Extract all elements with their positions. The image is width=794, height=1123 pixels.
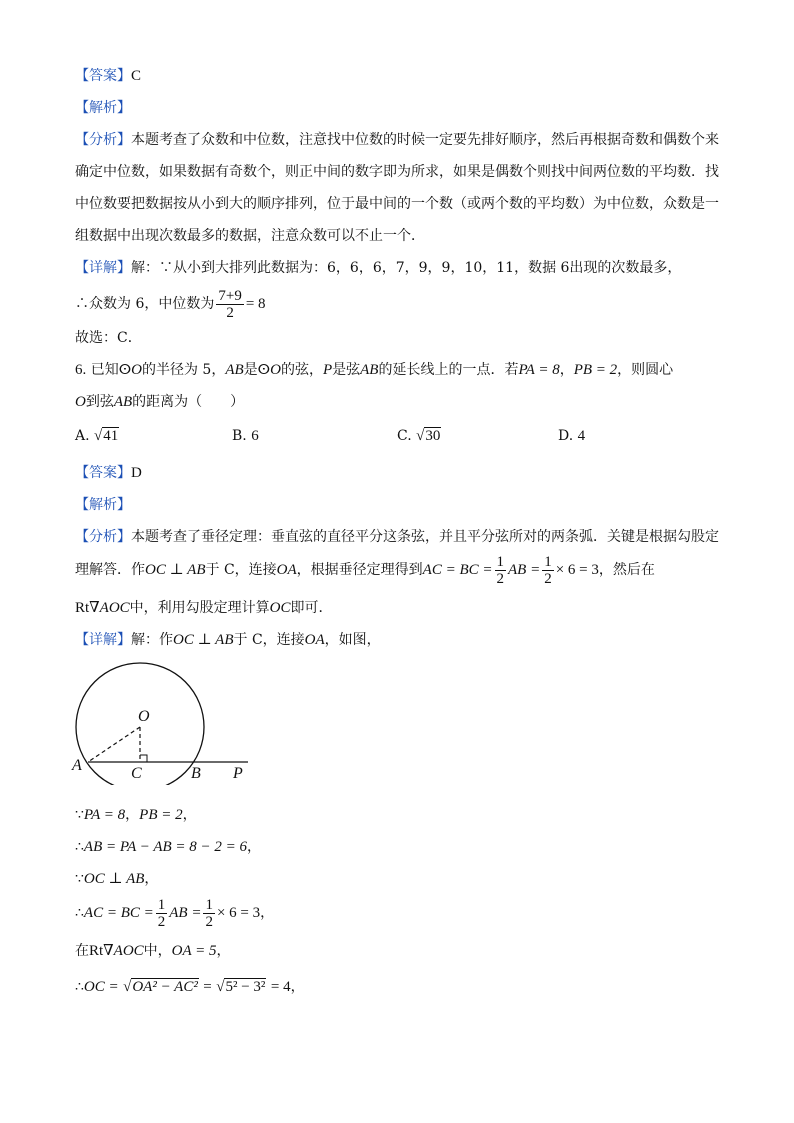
label-b: B — [191, 765, 201, 782]
step-6-oc: OC = — [83, 979, 119, 995]
question-6-line-2 — [75, 392, 244, 412]
xiangjie-text: 解：∵从小到大排列此数据为：6，6，6，7，9，9，10，11，数据 6出现的次数最多， — [131, 260, 682, 276]
step-4-half-den-1: 2 — [157, 913, 166, 930]
step-4-ac-bc: AC = BC = — [83, 905, 154, 921]
step-6-radicand-1: OA² − AC² — [132, 979, 198, 995]
q6-pa-eq: PA = 8 — [518, 362, 560, 378]
fenxi-2-aoc: AOC — [99, 600, 130, 616]
option-b-value: 6 — [251, 428, 259, 444]
fenxi-2-half-1 — [495, 554, 507, 587]
right-angle-mark — [140, 755, 147, 762]
q6-text-f: 的延长线上的一点．若 — [378, 362, 519, 378]
choose-c-line: 故选：C． — [75, 330, 142, 346]
option-d-value: 4 — [577, 428, 586, 444]
step-6-end: ， — [290, 979, 305, 995]
step-4-half-1 — [156, 897, 168, 930]
segment-oa-dashed — [88, 727, 140, 762]
fenxi-2-text-c: ，根据垂径定理得到 — [296, 562, 423, 578]
fenxi-2-text-f: 即可． — [290, 600, 333, 616]
step-5-oa: OA = 5 — [171, 943, 217, 959]
step-2-end: ， — [247, 839, 262, 855]
step-6-sqrt-2: √5² − 3² — [216, 979, 266, 995]
step-6-equals: = — [203, 979, 212, 995]
fenxi-tag-2: 【分析】 — [75, 529, 131, 545]
option-b — [232, 426, 259, 446]
fenxi-2-line-3 — [75, 598, 333, 618]
fenxi-2-rt: Rt∇ — [75, 600, 100, 616]
half-num-1: 1 — [496, 553, 505, 570]
step-4-half-2 — [203, 897, 215, 930]
step-6-radicand-2: 5² − 3² — [225, 979, 266, 995]
step-4-half-den-2: 2 — [205, 913, 213, 930]
xiangjie-1-line-2 — [75, 286, 266, 322]
fenxi-2-oa: OA — [276, 562, 297, 578]
xiangjie-2-oa: OA — [304, 632, 325, 648]
step-1-end: ， — [182, 807, 197, 823]
q6-var-p: P — [322, 362, 333, 378]
option-c-label: C. — [397, 428, 412, 444]
option-a-sqrt: √41 — [94, 428, 119, 444]
step-1-pa: PA = 8 — [83, 807, 126, 823]
label-a: A — [72, 757, 82, 774]
q6-text-e: 是弦 — [332, 362, 361, 378]
fenxi-2-line-2 — [75, 552, 655, 588]
median-label: ∴众数为 6，中位数为 — [75, 296, 215, 312]
step-5-end: ， — [216, 943, 231, 959]
answer-line-1 — [75, 66, 141, 86]
q6-var-ab-3: AB — [113, 394, 133, 410]
option-c-sqrt: √30 — [416, 428, 441, 444]
fenxi-1-line-2: 确定中位数，如果数据有奇数个，则正中间的数字即为所求，如果是偶数个则找中间两位数的平均数．找 — [75, 164, 719, 180]
question-6-line-1: 6. 已知ⵙO的半径为 5，AB是ⵙO的弦，P是弦AB的延长线上的一点．若PA = 8，PB = 2，则圆心 — [75, 362, 674, 378]
therefore-symbol-1: ∴ — [75, 839, 84, 855]
xiangjie-1-line-1 — [75, 258, 681, 278]
step-1-pb: PB = 2 — [139, 807, 183, 823]
step-4-result: × 6 = 3 — [216, 905, 261, 921]
therefore-symbol-2: ∴ — [75, 905, 84, 921]
q6-var-o-3: O — [75, 394, 86, 410]
step-4-half-num-2: 1 — [205, 896, 213, 913]
fenxi-2-text-d: ，然后在 — [598, 562, 655, 578]
step-5-in: 在 — [75, 943, 89, 959]
step-5-middle: 中， — [143, 943, 172, 959]
option-d — [558, 426, 585, 446]
step-3 — [75, 869, 158, 889]
option-c — [397, 426, 441, 446]
xiangjie-2-text-a: 解：作 — [131, 632, 173, 648]
analysis-line-1 — [75, 98, 131, 118]
fenxi-2-oc-perp-ab: OC ⊥ AB — [145, 562, 206, 578]
q6-var-o: O — [131, 362, 142, 378]
fenxi-2-text-1: 本题考查了垂径定理：垂直弦的直径平分这条弦，并且平分弦所对的两条弧．关键是根据勾股定 — [131, 529, 719, 545]
step-2 — [75, 837, 261, 857]
analysis-tag: 【解析】 — [75, 100, 131, 116]
circle-geometry-figure — [68, 660, 258, 785]
q6-text-a: 已知ⵙ — [90, 362, 132, 378]
label-o: O — [138, 708, 150, 725]
fenxi-2-line-1 — [75, 527, 719, 547]
option-a-value: 41 — [103, 428, 119, 444]
q6-text-d: 的弦， — [280, 362, 323, 378]
q6-pb-eq: PB = 2 — [573, 362, 618, 378]
answer-line-2 — [75, 463, 142, 483]
median-result: = 8 — [245, 296, 266, 312]
fenxi-1-line-4: 组数据中出现次数最多的数据，注意众数可以不止一个． — [75, 228, 425, 244]
therefore-symbol-3: ∴ — [75, 979, 84, 995]
because-symbol-1: ∵ — [75, 807, 84, 823]
step-4-ab: AB = — [169, 905, 202, 921]
label-c: C — [131, 765, 142, 782]
step-4 — [75, 895, 274, 931]
xiangjie-tag-2: 【详解】 — [75, 632, 131, 648]
step-5 — [75, 941, 231, 961]
option-b-label: B. — [232, 428, 247, 444]
fenxi-2-text-b: 于 C，连接 — [205, 562, 277, 578]
answer-tag-2: 【答案】 — [75, 465, 131, 481]
fenxi-text: 本题考查了众数和中位数，注意找中位数的时候一定要先排好顺序，然后再根据奇数和偶数个来 — [131, 132, 719, 148]
fraction-denominator: 2 — [226, 304, 234, 321]
q6-var-ab: AB — [225, 362, 244, 378]
median-fraction — [216, 288, 243, 321]
xiangjie-2-text-b: 于 C，连接 — [233, 632, 305, 648]
fenxi-2-eq-left: AC = BC = — [422, 562, 493, 578]
answer-tag: 【答案】 — [75, 68, 131, 84]
half-num-2: 1 — [544, 553, 552, 570]
fenxi-1-line-3: 中位数要把数据按从小到大的顺序排列，位于最中间的一个数（或两个数的平均数）为中位数，众数是一 — [75, 196, 719, 212]
analysis-line-2 — [75, 495, 131, 515]
option-d-label: D. — [558, 428, 574, 444]
fenxi-2-text-e: 中，利用勾股定理计算 — [129, 600, 270, 616]
step-4-end: ， — [260, 905, 275, 921]
half-den-2: 2 — [544, 570, 552, 587]
fenxi-2-text-a: 理解答．作 — [75, 562, 145, 578]
fenxi-2-eq-right: × 6 = 3 — [555, 562, 599, 578]
step-6 — [75, 977, 305, 997]
q6-var-o-2: O — [270, 362, 281, 378]
fraction-numerator: 7+9 — [218, 287, 242, 304]
answer-value-2: D — [131, 465, 142, 481]
fenxi-2-eq-mid: AB = — [508, 562, 541, 578]
q6-text-i: 的距离为（ ） — [132, 394, 245, 410]
xiangjie-tag: 【详解】 — [75, 260, 131, 276]
q6-text-b: 的半径为 5， — [141, 362, 226, 378]
step-1-comma: ， — [125, 807, 140, 823]
analysis-tag-2: 【解析】 — [75, 497, 131, 513]
step-6-sqrt-1: √OA² − AC² — [123, 979, 198, 995]
answer-value: C — [131, 68, 142, 84]
step-4-half-num-1: 1 — [157, 896, 166, 913]
q6-text-c: 是ⵙ — [243, 362, 271, 378]
step-6-result: = 4 — [270, 979, 291, 995]
option-c-value: 30 — [425, 428, 441, 444]
option-a — [75, 426, 119, 446]
because-symbol-2: ∵ — [75, 871, 84, 887]
step-3-perp: OC ⊥ AB — [83, 871, 145, 887]
q6-text-h: 到弦 — [85, 394, 114, 410]
fenxi-tag: 【分析】 — [75, 132, 131, 148]
fenxi-1-line-1 — [75, 130, 719, 150]
step-3-end: ， — [144, 871, 159, 887]
question-number: 6. — [75, 362, 87, 378]
step-5-rt: Rt∇ — [89, 943, 114, 959]
xiangjie-2-oc-perp-ab: OC ⊥ AB — [173, 632, 234, 648]
option-a-label: A. — [75, 428, 90, 444]
step-5-aoc: AOC — [113, 943, 144, 959]
step-1 — [75, 805, 197, 825]
q6-text-g: ，则圆心 — [617, 362, 674, 378]
step-2-ab: AB = PA − AB = 8 − 2 = 6 — [83, 839, 248, 855]
half-den-1: 2 — [496, 570, 505, 587]
fenxi-2-oc: OC — [269, 600, 291, 616]
q6-var-ab-2: AB — [360, 362, 379, 378]
xiangjie-2-text-c: ，如图， — [324, 632, 381, 648]
label-p: P — [233, 765, 243, 782]
fenxi-2-half-2 — [542, 554, 554, 587]
xiangjie-2-line-1 — [75, 630, 381, 650]
